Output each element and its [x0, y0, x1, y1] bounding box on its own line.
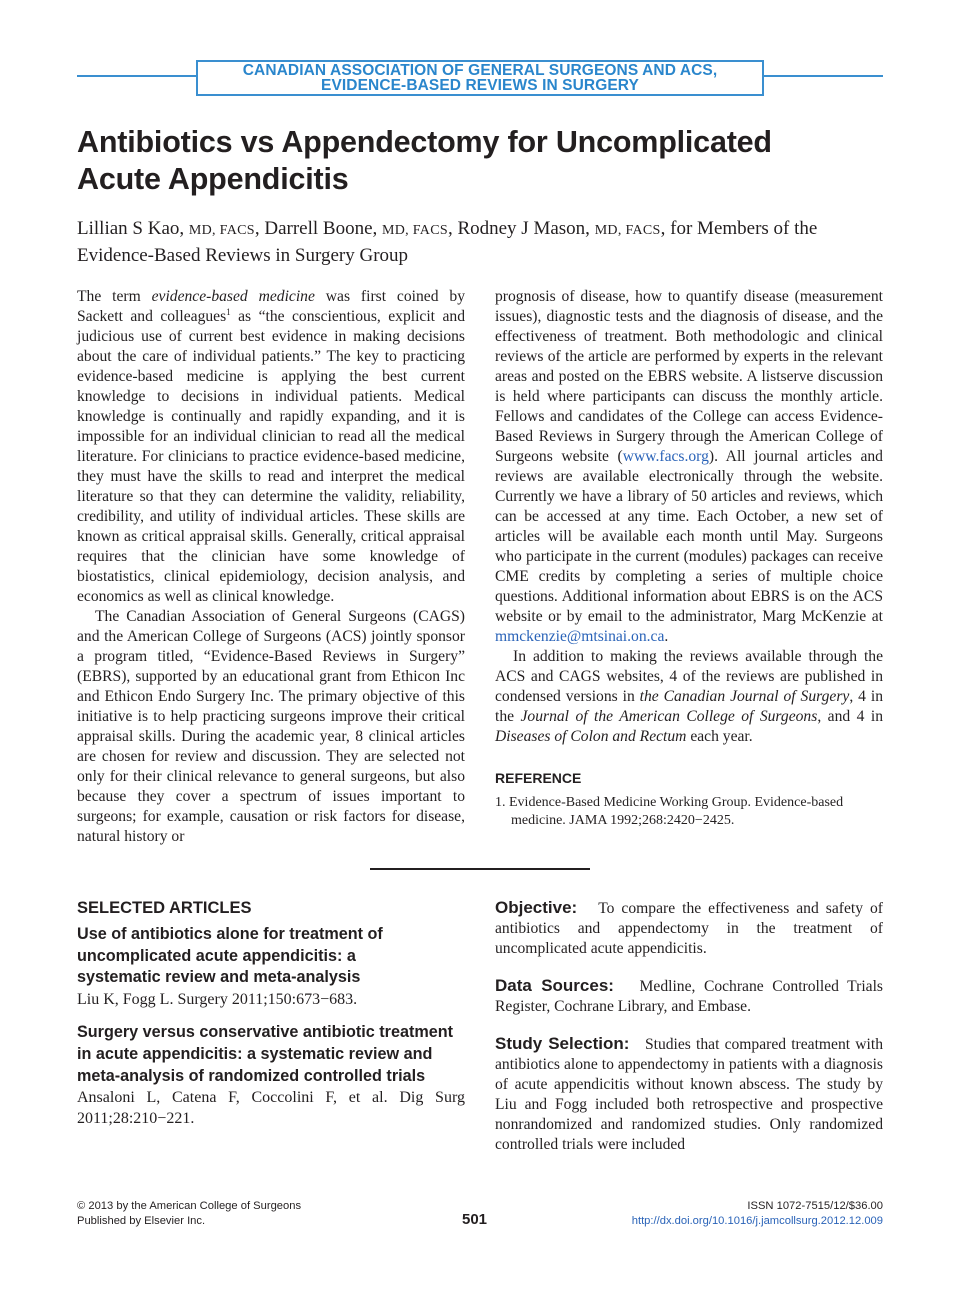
banner-rule-left [77, 75, 198, 77]
article-1-citation: Liu K, Fogg L. Surgery 2011;150:673−683. [77, 991, 358, 1009]
selected-articles [77, 898, 465, 1141]
banner-line-1: CANADIAN ASSOCIATION OF GENERAL SURGEONS AND ACS, [242, 62, 718, 79]
reference-item: 1. Evidence-Based Medicine Working Group. Evidence-based medicine. JAMA 1992;268:2420−2425. [495, 795, 844, 828]
doi-link[interactable]: http://dx.doi.org/10.1016/j.jamcollsurg.2012.12.009 [631, 1215, 883, 1227]
section-divider [370, 868, 590, 870]
journal-section-banner [196, 60, 764, 96]
author-degrees: MD, FACS [382, 223, 448, 238]
citation-marker[interactable]: 1 [226, 306, 231, 317]
intro-right-column [495, 287, 883, 830]
copyright-notice: © 2013 by the American College of Surgeons [77, 1200, 302, 1212]
article-2-citation: Ansaloni L, Catena F, Coccolini F, et al. Dig Surg 2011;28:210−221. [77, 1089, 465, 1128]
author-list: Lillian S Kao, MD, FACS, Darrell Boone, MD, FACS, Rodney J Mason, MD, FACS, for Members of the Evidence-Based Reviews in Surgery Group [77, 218, 818, 266]
objective-section [495, 898, 883, 959]
author-name: Rodney J Mason, [457, 218, 590, 239]
banner-line-2: EVIDENCE-BASED REVIEWS IN SURGERY [321, 77, 639, 94]
title-line-1: Antibiotics vs Appendectomy for Uncomplicated [77, 125, 772, 159]
banner-rule-right [762, 75, 883, 77]
author-degrees: MD, FACS [188, 223, 255, 238]
title-line-2: Acute Appendicitis [77, 162, 349, 196]
footer-left [77, 1199, 301, 1229]
objective-label: Objective: [495, 898, 578, 917]
author-name: Darrell Boone, [264, 218, 378, 239]
reference-heading: REFERENCE [495, 770, 582, 786]
article-title [77, 124, 877, 198]
data-sources-section [495, 976, 883, 1017]
publisher-notice: Published by Elsevier Inc. [77, 1215, 206, 1227]
authors-group: , for Members of the Evidence-Based Reviews in Surgery Group [77, 218, 818, 266]
intro-paragraph-4: In addition to making the reviews available through the ACS and CAGS websites, 4 of the reviews are published in condensed versions in the Canadian Journal of Surgery, 4 in the Journal of the American College of Surgeons, and 4 in Diseases of Colon and Rectum each year. [495, 648, 884, 745]
data-sources-label: Data Sources: [495, 976, 614, 995]
term-ebm: evidence-based medicine [151, 288, 315, 305]
footer-right [632, 1199, 883, 1229]
study-selection-text: Studies that compared treatment with antibiotics alone to appendectomy in patients with a diagnosis of acute appendicitis without known abscess. The study by Liu and Fogg included both retrospective and prospective nonrandomized and randomized studies. Only randomized controlled trials were included [495, 1036, 883, 1153]
article-2-title: Surgery versus conservative antibiotic treatment in acute appendicitis: a systematic review and meta-analysis of randomized controlled trials [77, 1023, 454, 1085]
journal-name: Diseases of Colon and Rectum [495, 728, 687, 745]
article-1-title: Use of antibiotics alone for treatment of uncomplicated acute appendicitis: a systematic review and meta-analysis [77, 925, 383, 987]
facs-website-link[interactable]: www.facs.org [622, 448, 709, 465]
issn: ISSN 1072-7515/12/$36.00 [747, 1200, 883, 1212]
structured-abstract [495, 898, 883, 1172]
page-number: 501 [462, 1211, 488, 1228]
intro-paragraph-2: The Canadian Association of General Surgeons (CAGS) and the American College of Surgeons (ACS) jointly sponsor a program titled, “Evidence-Based Reviews in Surgery” (EBRS), supported by an educational grant from Ethicon Inc and Ethicon Endo Surgery Inc. The primary objective of this initiative is to help practicing surgeons improve their critical appraisal skills. During the academic year, 8 clinical articles are chosen for review and discussion. They are selected not only for their clinical relevance to general surgeons, but also because they cover a spectrum of issues important to surgeons; for example, causation or risk factors for disease, natural history or [77, 608, 465, 845]
journal-name: Journal of the American College of Surgeons [520, 708, 818, 725]
admin-email-link[interactable]: mmckenzie@mtsinai.on.ca [495, 628, 665, 645]
author-name: Lillian S Kao, [77, 218, 185, 239]
study-selection-section [495, 1034, 883, 1155]
intro-left-column [77, 287, 465, 847]
data-sources-text: Medline, Cochrane Controlled Trials Register, Cochrane Library, and Embase. [495, 978, 883, 1015]
study-selection-label: Study Selection: [495, 1034, 630, 1053]
selected-articles-heading: SELECTED ARTICLES [77, 899, 252, 917]
intro-paragraph-3: prognosis of disease, how to quantify disease (measurement issues), diagnostic tests and the diagnosis of disease, and the effectiveness of treatment. Both methodologic and clinical reviews of the article are performed by experts in the relevant areas and posted on the EBRS website. A listserve discussion is held where participants can discuss the monthly article. Fellows and candidates of the College can access Evidence-Based Reviews in Surgery through the American College of Surgeons website (www.facs.org). All journal articles and reviews are available electronically through the website. Currently we have a library of 50 articles and reviews, which can be accessed at any time. Each October, a new set of articles will be available each month until May. Surgeons who participate in the current (modules) packages can receive CME credits by completing a series of multiple choice questions. Additional information about EBRS is on the ACS website or by email to the administrator, Marg McKenzie at mmckenzie@mtsinai.on.ca. [495, 288, 883, 645]
journal-name: the Canadian Journal of Surgery [639, 688, 850, 705]
intro-paragraph-1: The term evidence-based medicine was first coined by Sackett and colleagues$^1$ as “the conscientious, explicit and judicious use of current best evidence in making decisions about the care of individual patients.” The key to practicing evidence-based medicine is applying the best current knowledge to decisions in individual patients. Medical knowledge is continually and rapidly expanding, and it is impossible for an individual clinician to read all the medical literature. For clinicians to practice evidence-based medicine, they must have the skills to read and interpret the medical literature so that they can determine the validity, reliability, credibility, and utility of individual articles. These skills are known as critical appraisal skills. Generally, critical appraisal requires that the clinician have some knowledge of biostatistics, clinical epidemiology, decision analysis, and economics as well as clinical knowledge. [77, 288, 465, 605]
author-degrees: MD, FACS [594, 223, 661, 238]
objective-text: To compare the effectiveness and safety of antibiotics and appendectomy in the treatment of uncomplicated acute appendicitis. [495, 900, 883, 957]
